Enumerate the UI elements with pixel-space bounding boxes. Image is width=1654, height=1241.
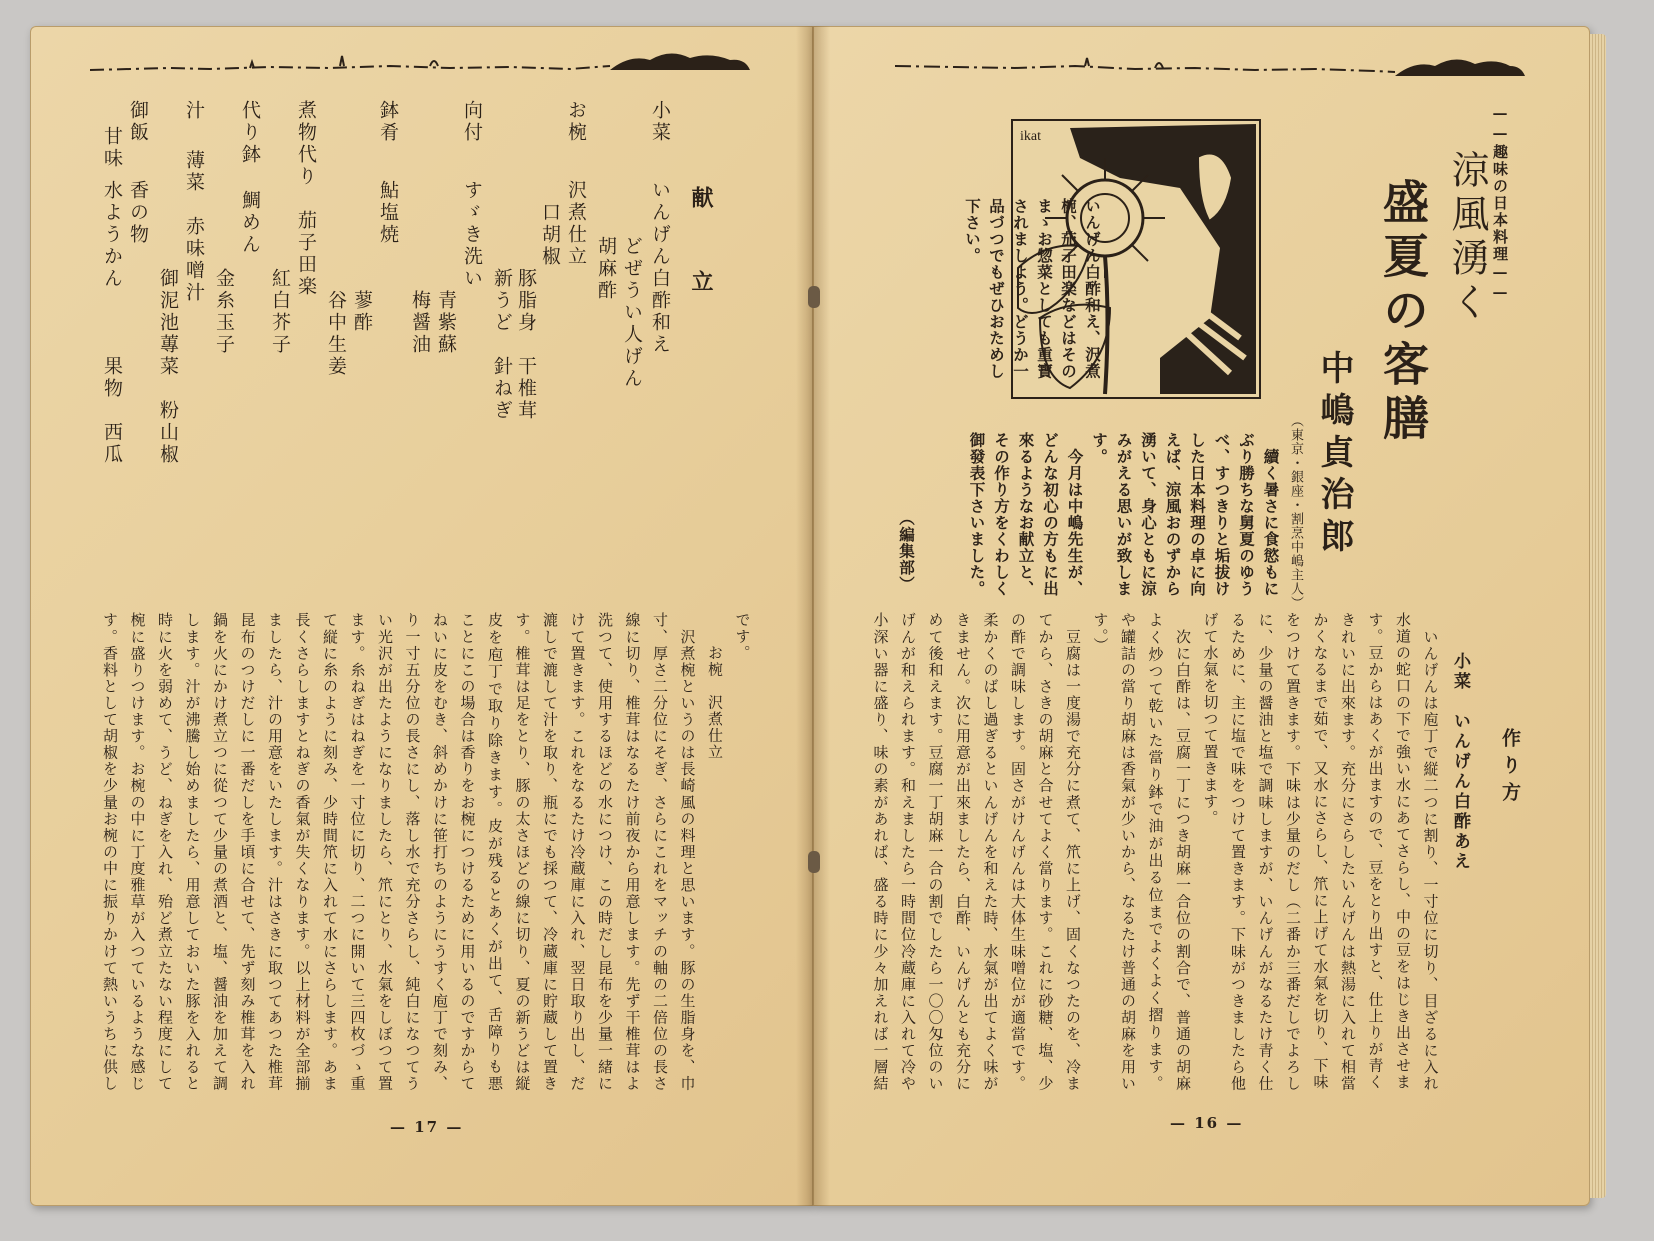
- menu-category: お椀: [565, 100, 587, 144]
- text-column: お椀 沢煮仕立: [706, 612, 724, 761]
- right-header-landscape-ornament: [895, 52, 1525, 82]
- text-column: 線に切り、椎茸はなるたけ前夜から用意します。先ず干椎茸はよ: [623, 612, 642, 1092]
- menu-item: いんげん白酢和え: [649, 180, 671, 356]
- menu-item: 胡麻酢: [595, 170, 617, 302]
- text-column: 洗つて、使用するほどの水につけ、この時だし昆布を少量一緒に: [596, 612, 614, 1092]
- menu-item: 紅白芥子: [269, 180, 291, 356]
- menu-category: 向付: [461, 100, 483, 144]
- page-number: — 16 —: [1170, 1114, 1244, 1132]
- text-column: の酢で調味します。固さがけんげんは大体生味噌位が適當です。: [1009, 612, 1027, 1092]
- menu-item: すゞき洗い: [461, 180, 483, 290]
- text-column: かくなるまで茹で、又水にさらし、笊に上げて水氣を切り、下味: [1311, 612, 1330, 1091]
- text-column: 御發表下さいました。: [967, 432, 987, 597]
- menu-item: 茄子田楽: [295, 210, 317, 298]
- text-column: す。椎茸は足をとり、豚の太さほどの線に切り、夏の新うどは縦: [513, 612, 532, 1092]
- text-column: 柔かくのばし過ぎるといんげんを和えた時、水氣が出てよく味が: [981, 612, 1000, 1092]
- menu-item: 口胡椒: [539, 180, 561, 268]
- text-column: 水道の蛇口の下で強い水にあてさらし、中の豆をはじき出させま: [1394, 612, 1412, 1091]
- menu-item: 豚脂身 干椎茸: [515, 180, 537, 422]
- text-column: 續く暑さに食慾もに: [1261, 432, 1281, 597]
- text-column: けて置きます。これをなるたけ冷蔵庫に入れ、翌日取り出し、だ: [568, 612, 587, 1092]
- text-column: 漉しで漉して汁を取り、瓶にでも採つて、冷蔵庫に貯蔵して置き: [541, 612, 559, 1092]
- menu-item: 水ようかん 果物 西瓜: [101, 180, 123, 466]
- text-column: 小深い器に盛り、味の素があれば、盛る時に少々加えれば一層結: [871, 612, 890, 1092]
- left-header-landscape-ornament: [90, 48, 750, 78]
- menu-item: 鮎塩焼: [377, 180, 399, 246]
- menu-category: 御飯: [127, 100, 149, 144]
- text-column: 長くさらしますとねぎの香氣が失くなります。以上材料が全部揃: [293, 612, 312, 1092]
- menu-category: 汁: [183, 100, 205, 122]
- text-column: ねいに皮をむき、斜めかけに笹打ちのようにうすく庖丁で刻み、: [431, 612, 449, 1092]
- text-column: 次に白酢は、豆腐一丁につき胡麻一合位の割合で、普通の胡麻: [1174, 628, 1192, 1092]
- text-column: り一寸五分位の長さにし、落し水で充分さらし、純白になつてう: [403, 612, 422, 1092]
- staple-bottom: [808, 851, 820, 873]
- text-column: みがえる思いが致しま: [1114, 432, 1134, 597]
- text-column: 寸、厚さ二分位にそぎ、さらにこれをマッチの軸の二倍位の長さ: [651, 612, 669, 1092]
- text-column: めて後和えます。豆腐一丁胡麻一合の割でしたら一〇〇匁位のい: [926, 612, 945, 1092]
- text-column: い光沢が出たようになりましたら、笊にとり、水氣をしぼつて置: [376, 612, 394, 1092]
- text-column: 椀に盛りつけます。お椀の中に丁度雅草が入つているような感じ: [128, 612, 147, 1092]
- recipe-subheading: 小菜 いんげん白酢あえ: [1450, 652, 1470, 872]
- text-column: えば、涼風おのずから: [1163, 432, 1183, 597]
- text-column: よく炒つて乾いた當り鉢で油が出る位までよくよく摺ります。: [1146, 612, 1165, 1092]
- text-column: ましたら、汁の用意をいたします。汁はさきに取つてあつた椎茸: [266, 612, 284, 1092]
- menu-category: 甘味: [101, 126, 123, 170]
- binding-gutter: [796, 26, 830, 1206]
- menu-item: 梅醤油: [409, 180, 431, 356]
- author-name: 中嶋貞治郎: [1314, 350, 1354, 560]
- menu-item: 沢煮仕立: [565, 180, 587, 268]
- text-column: 湧いて、身心ともに涼: [1139, 432, 1158, 597]
- text-column: 來るようなお献立と、: [1016, 432, 1036, 597]
- text-column: げて水氣を切つて置きます。: [1201, 612, 1220, 827]
- text-column: 皮を庖丁で取り除きます。皮が残るとあくが出て、舌障りも悪: [486, 612, 504, 1092]
- title-line-2: 盛夏の客膳: [1376, 178, 1430, 448]
- menu-item: 鯛めん: [239, 190, 261, 256]
- menu-title: 献 立: [688, 186, 714, 312]
- artist-signature: ikat: [1020, 129, 1041, 144]
- menu-category: 鉢肴: [377, 100, 399, 144]
- text-column: いんげんは庖丁で縦二つに割り、一寸位に切り、目ざるに入れ: [1421, 628, 1440, 1092]
- menu-category: 代り鉢: [239, 100, 261, 166]
- text-column: るために、主に塩で味をつけて置きます。下味がつきましたら他: [1229, 612, 1247, 1092]
- text-column: をつけて置きます。下味は少量のだし（二番か三番だしでよろし: [1284, 612, 1302, 1092]
- menu-item: 香の物: [127, 180, 149, 246]
- text-column: ことにこの場合は香りをお椀につけるために用いるのですからて: [458, 612, 477, 1092]
- author-affiliation: （東京・銀座・割烹中嶋主人）: [1288, 414, 1303, 610]
- text-column: げんが和えられます。和えましたら一時間位冷蔵庫に入れて冷や: [899, 612, 917, 1092]
- text-column: です。: [733, 612, 752, 662]
- text-column: ます。糸ねぎはねぎを一寸位に切り、二つに開いて三四枚づゝ重: [348, 612, 367, 1092]
- page-stack-edge: [1590, 34, 1606, 1198]
- text-column: 豆腐は一度湯で充分に煮て、笊に上げ、固くなつたのを、冷ま: [1064, 628, 1082, 1092]
- menu-category: 煮物代り: [295, 100, 317, 188]
- text-column: べ、すつきりと垢拔け: [1212, 432, 1232, 597]
- text-column: 沢煮椀というのは長崎風の料理と思います。豚の生脂身を、巾: [678, 628, 697, 1092]
- staple-top: [808, 286, 820, 308]
- recipe-heading: 作り方: [1499, 728, 1521, 809]
- menu-item: どぜうい人げん: [621, 170, 643, 390]
- menu-item: 谷中生姜: [325, 180, 347, 378]
- title-line-1: 涼風湧く: [1445, 150, 1489, 326]
- text-column: て縦に糸のように刻み、少時間笊に入れて水にさらします。あま: [321, 612, 339, 1092]
- text-column: ぶり勝ちな舅夏のゆう: [1237, 432, 1256, 597]
- text-column: きれいに出來ます。充分にさらしたいんげんは熱湯に入れて相當: [1339, 612, 1357, 1092]
- menu-item: 薄菜 赤味噌汁: [183, 150, 205, 304]
- text-column: に、少量の醤油と塩で調味しますが、いんげんがなるたけ青く仕: [1256, 612, 1275, 1092]
- text-column: した日本料理の卓に向: [1188, 432, 1207, 597]
- text-column: す。香料として胡椒を少量お椀の中に振りかけて熱いうちに供し: [101, 612, 119, 1092]
- text-column: その作り方をくわしく: [992, 432, 1011, 597]
- text-column: します。汁が沸騰し始めましたら、用意しておいた豚を入れると: [183, 612, 202, 1092]
- menu-item: 青紫蘇: [435, 180, 457, 356]
- editor-credit: （編集部）: [897, 510, 916, 593]
- text-column: 今月は中嶋先生が、: [1065, 432, 1085, 597]
- text-column: きません。次に用意が出來ましたら、白酢、いんげんとも充分に: [954, 612, 972, 1092]
- menu-item: 金糸玉子: [213, 180, 235, 356]
- text-column: す。豆からはあくが出ますので、豆をとり出すと、仕上りが青く: [1366, 612, 1385, 1091]
- text-column: どんな初心の方もに出: [1041, 432, 1060, 597]
- menu-item: 御泥池蓴菜 粉山椒: [157, 180, 179, 466]
- page-number: — 17 —: [390, 1118, 464, 1136]
- text-column: す。: [1090, 432, 1109, 465]
- text-column: 時に火を弱めて、うど、ねぎを入れ、殆ど煮立たない程度にして: [156, 612, 174, 1092]
- illustration-caption: いんげん白酢和え、沢煮椀、茄子田楽などはそのまゝお惣菜としても重寶されましよう。どうか一品づつでもぜひおためし下さい。: [963, 198, 1102, 380]
- text-column: す。）: [1091, 612, 1110, 654]
- menu-item: 新うど 針ねぎ: [491, 180, 513, 422]
- menu-item: 蓼酢: [351, 180, 373, 334]
- text-column: や罐詰の當り胡麻は香氣が少いから、なるたけ普通の胡麻を用い: [1119, 612, 1137, 1092]
- text-column: 昆布のつけだしに一番だしを手頃に合せて、先ず刻み椎茸を入れ: [238, 612, 257, 1092]
- text-column: 鍋を火にかけ煮立つに從つて少量の煮酒と、塩、醤油を加えて調: [211, 612, 229, 1092]
- series-label: ——趣味の日本料理——: [1491, 104, 1509, 303]
- text-column: てから、さきの胡麻と合せてよく當ります。これに砂糖、塩、少: [1036, 612, 1055, 1092]
- menu-category: 小菜: [649, 100, 671, 144]
